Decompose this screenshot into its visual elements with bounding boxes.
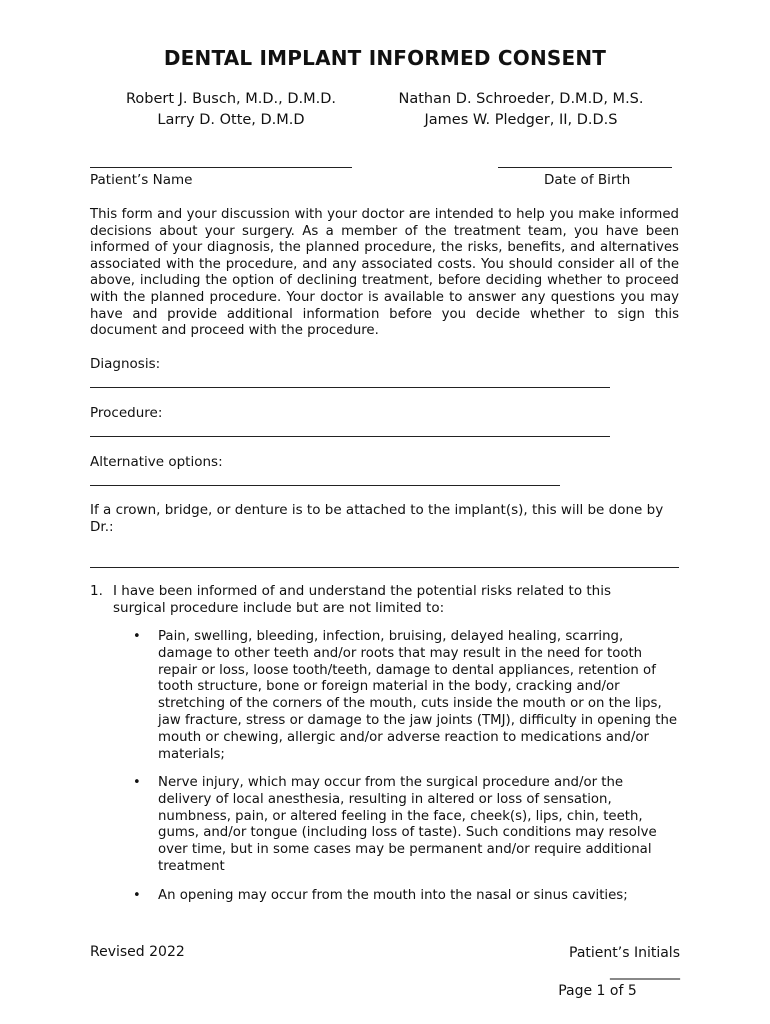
numbered-item-1 (90, 583, 650, 617)
alternative-options-label: Alternative options: (90, 454, 223, 470)
bullet-icon: • (133, 629, 141, 644)
diagnosis-label: Diagnosis: (90, 356, 161, 372)
patient-name-label: Patient’s Name (90, 172, 193, 188)
diagnosis-line[interactable] (90, 386, 610, 388)
risk-list-item: Nerve injury, which may occur from the surgical procedure and/or the delivery of local anesthesia, resulting in altered or loss of sensation, numbness, pain, or altered feeling in the face, cheek(s), lips, chin, teeth, gums, and/or tongue (including loss of taste). Such conditions may resolve over time, but in some cases may be permanent and/or require additional treatment (158, 775, 657, 874)
patient-name-line[interactable] (90, 166, 352, 168)
doctor-column-right (380, 89, 662, 131)
bullet-icon: • (133, 775, 141, 790)
footer-right (495, 944, 680, 1001)
doctor-name: James W. Pledger, II, D.D.S (424, 112, 618, 128)
document-title: DENTAL IMPLANT INFORMED CONSENT (163, 46, 607, 70)
risk-list-item: An opening may occur from the mouth into the nasal or sinus cavities; (158, 888, 628, 903)
patient-initials-field[interactable]: Patient’s Initials __________ (569, 945, 680, 980)
risk-list-item: Pain, swelling, bleeding, infection, bruising, delayed healing, scarring, damage to other teeth and/or roots that may result in the need for tooth repair or loss, loose tooth/teeth, damage to dental appliances, retention of tooth structure, bone or foreign material in the body, cracking and/or stretching of the corners of the mouth, cuts inside the mouth or on the lips, jaw fracture, stress or damage to the jaw joints (TMJ), difficulty in opening the mouth or chewing, allergic and/or adverse reaction to medications and/or materials; (158, 629, 678, 762)
doctor-name: Larry D. Otte, D.M.D (157, 112, 305, 128)
item-text: I have been informed of and understand the potential risks related to this surgical procedure include but are not limited to: (113, 583, 611, 616)
doctor-column-left (90, 89, 372, 131)
intro-paragraph: This form and your discussion with your doctor are intended to help you make informed decisions about your surgery. As a member of the treatment team, you have been informed of your diagnosis, the planned procedure, the risks, benefits, and alternatives associated with the procedure, and any associated costs. You should consider all of the above, including the option of declining treatment, before deciding whether to proceed with the planned procedure. Your doctor is available to answer any questions you may have and provide additional information before you decide whether to sign this document and proceed with the procedure. (90, 207, 679, 339)
alternative-options-line[interactable] (90, 484, 560, 486)
doctor-name: Robert J. Busch, M.D., D.M.D. (125, 91, 337, 107)
doctor-name: Nathan D. Schroeder, D.M.D, M.S. (398, 91, 644, 107)
date-of-birth-label: Date of Birth (544, 172, 631, 188)
page-number: Page 1 of 5 (558, 983, 637, 999)
procedure-label: Procedure: (90, 405, 163, 421)
procedure-line[interactable] (90, 435, 610, 437)
date-of-birth-line[interactable] (498, 166, 672, 168)
crown-bridge-text: If a crown, bridge, or denture is to be attached to the implant(s), this will be done by Dr.: (90, 502, 664, 535)
crown-doctor-line[interactable] (90, 566, 679, 568)
item-number: 1. (90, 583, 103, 599)
bullet-icon: • (133, 888, 141, 903)
revision-note: Revised 2022 (90, 944, 185, 960)
